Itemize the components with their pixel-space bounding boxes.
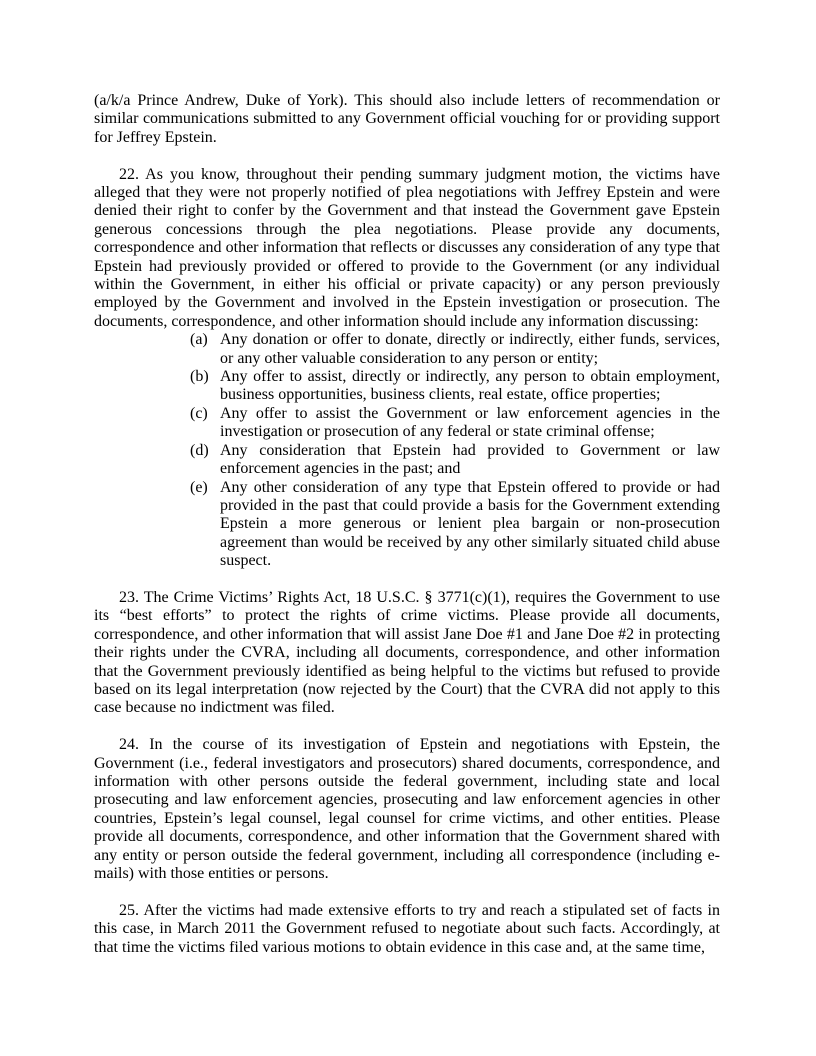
list-marker-c: (c)	[190, 404, 208, 422]
list-item-d-text: Any consideration that Epstein had provided to Government or law enforcement agencies in the past; and	[220, 441, 720, 478]
subrequest-list-22	[94, 331, 720, 570]
list-marker-a: (a)	[190, 331, 208, 349]
list-marker-e: (e)	[190, 478, 208, 496]
paragraph-23: 23. The Crime Victims’ Rights Act, 18 U.S.C. § 3771(c)(1), requires the Government to use its “best efforts” to protect the rights of crime victims. Please provide all documents, correspondence, and other information that will assist Jane Doe #1 and Jane Doe #2 in protecting their rights under the CVRA, including all documents, correspondence, and other information that the Government previously identified as being helpful to the victims but refused to provide based on its legal interpretation (now rejected by the Court) that the CVRA did not apply to this case because no indictment was filed.	[94, 588, 720, 717]
paragraph-continuation: (a/k/a Prince Andrew, Duke of York). This should also include letters of recommendation or similar communications submitted to any Government official vouching for or providing support for Jeffrey Epstein.	[94, 92, 720, 146]
list-item-d	[94, 442, 720, 479]
paragraph-22: 22. As you know, throughout their pending summary judgment motion, the victims have alleged that they were not properly notified of plea negotiations with Jeffrey Epstein and were denied their right to confer by the Government and that instead the Government gave Epstein generous concessions through the plea negotiations. Please provide any documents, correspondence and other information that reflects or discusses any consideration of any type that Epstein had previously provided or offered to provide to the Government (or any individual within the Government, in either his official or private capacity) or any person previously employed by the Government and involved in the Epstein investigation or prosecution. The documents, correspondence, and other information should include any information discussing:	[94, 165, 720, 330]
paragraph-25: 25. After the victims had made extensive efforts to try and reach a stipulated set of facts in this case, in March 2011 the Government refused to negotiate about such facts. Accordingly, at that time the victims filed various motions to obtain evidence in this case and, at the same time,	[94, 901, 720, 956]
list-item-c-text: Any offer to assist the Government or law enforcement agencies in the investigation or prosecution of any federal or state criminal offense;	[220, 404, 720, 441]
list-item-a	[94, 331, 720, 368]
list-item-c	[94, 405, 720, 442]
list-item-b-text: Any offer to assist, directly or indirectly, any person to obtain employment, business opportunities, business clients, real estate, office properties;	[220, 368, 720, 404]
list-item-e-text: Any other consideration of any type that Epstein offered to provide or had provided in the past that could provide a basis for the Government extending Epstein a more generous or lenient plea bargain or non-prosecution agreement than would be received by any other similarly situated child abuse suspect.	[220, 478, 720, 570]
list-marker-b: (b)	[190, 368, 209, 386]
list-marker-d: (d)	[190, 441, 209, 459]
list-item-e	[94, 479, 720, 571]
list-item-a-text: Any donation or offer to donate, directly or indirectly, either funds, services, or any other valuable consideration to any person or entity;	[220, 331, 720, 367]
paragraph-24: 24. In the course of its investigation of Epstein and negotiations with Epstein, the Government (i.e., federal investigators and prosecutors) shared documents, correspondence, and information with other persons outside the federal government, including state and local prosecuting and law enforcement agencies, prosecuting and law enforcement agencies in other countries, Epstein’s legal counsel, legal counsel for crime victims, and other entities. Please provide all documents, correspondence, and other information that the Government shared with any entity or person outside the federal government, including all correspondence (including e-mails) with those entities or persons.	[94, 736, 720, 883]
list-item-b	[94, 368, 720, 405]
